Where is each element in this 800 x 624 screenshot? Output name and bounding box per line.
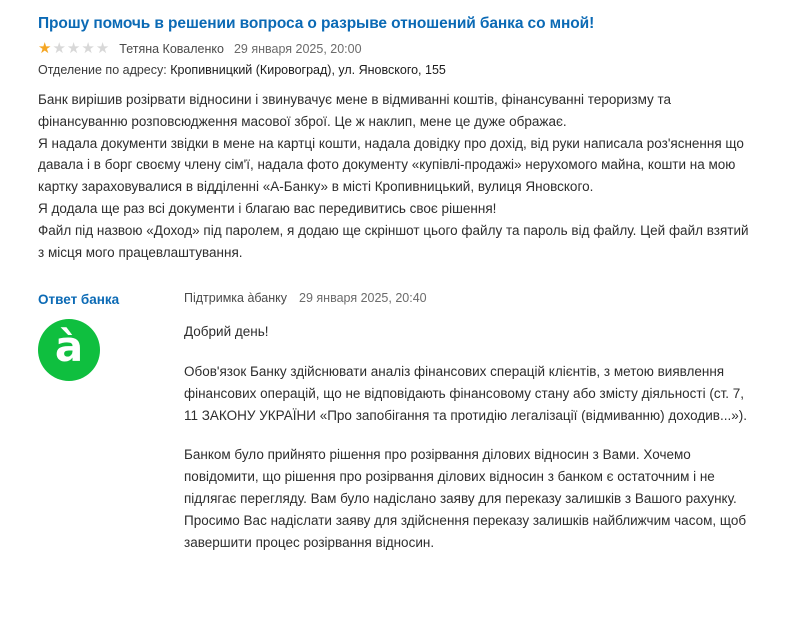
bank-answer-author[interactable]: Підтримка àбанку <box>184 291 288 305</box>
bank-answer-block <box>38 291 766 554</box>
bank-answer-label: Ответ банка <box>38 292 120 307</box>
bank-answer-paragraph: Добрий день! <box>184 324 269 339</box>
bank-answer-paragraph: Банком було прийнято рішення про розірвання ділових відносин з Вами. Хочемо повідомити, що рішення про розірвання ділових відносин з банком є остаточним і не підлягає перегляду. Вам було надіслано заяву для переказу залишків з Вашого рахунку. Просимо Вас надіслати заяву для здійснення переказу залишків найближчим часом, щоб завершити процес розірвання відносин. <box>184 447 747 550</box>
branch-label: Отделение по адресу: <box>38 63 167 78</box>
branch-address[interactable]: Кропивницкий (Кировоград), ул. Яновского, 155 <box>170 63 446 78</box>
rating-stars[interactable] <box>38 41 109 56</box>
a-bank-logo <box>38 319 100 381</box>
bank-answer-date: 29 января 2025, 20:40 <box>299 291 427 305</box>
star-icon-4: ★ <box>81 40 95 58</box>
bank-answer-left <box>38 291 178 381</box>
review-paragraph: Я додала ще раз всі документи і благаю вас передивитись своє рішення! <box>38 201 497 217</box>
bank-logo-glyph: à <box>54 322 84 371</box>
bank-answer-meta <box>184 291 766 305</box>
star-icon-2: ★ <box>52 40 66 58</box>
review-author[interactable]: Тетяна Коваленко <box>119 41 224 56</box>
star-icon-3: ★ <box>66 40 81 58</box>
review-meta <box>38 41 766 56</box>
bank-answer-paragraph: Обов'язок Банку здійснювати аналіз фінансових сперацій клієнтів, з метою виявлення фінансових операцій, що не відповідають фінансовому стану або змісту діяльності (ст. 7, 11 ЗАКОНУ УКРАЇНИ «Про запобігання та протидію легалізації (відмиванню) доходив...»). <box>184 363 747 423</box>
bank-answer-body <box>184 321 750 554</box>
branch-info <box>38 63 766 77</box>
review-paragraph: Я надала документи звідки в мене на картці кошти, надала довідку про дохід, від руки написала роз'яснення що давала і в борг своєму члену сім'ї, надала фото документу «купівлі-продажі» нерухомого майна, кошти на мою картку зараховувалися в відділенні «А-Банку» в місті Кропивницький, вулиця Яновского. <box>38 136 744 194</box>
page-title[interactable]: Прошу помочь в решении вопроса о разрыве отношений банка со мной! <box>38 15 595 32</box>
review-body <box>38 89 758 263</box>
star-icon-5: ★ <box>95 40 110 58</box>
review-date: 29 января 2025, 20:00 <box>233 41 362 56</box>
review-paragraph: Банк вирішив розірвати відносини і звинувачує мене в відмиванні коштів, фінансуванні тероризму та фінансуванню розповсюдження масової зброї. Це ж наклип, мене це дуже ображає. <box>38 92 672 129</box>
bank-answer-right <box>178 291 766 554</box>
review-paragraph: Файл під назвою «Доход» під паролем, я додаю ще скріншот цього файлу та пароль від файлу. Цей файл взятий з місця мого працевлаштування. <box>38 223 749 260</box>
star-icon-1: ★ <box>38 40 52 58</box>
